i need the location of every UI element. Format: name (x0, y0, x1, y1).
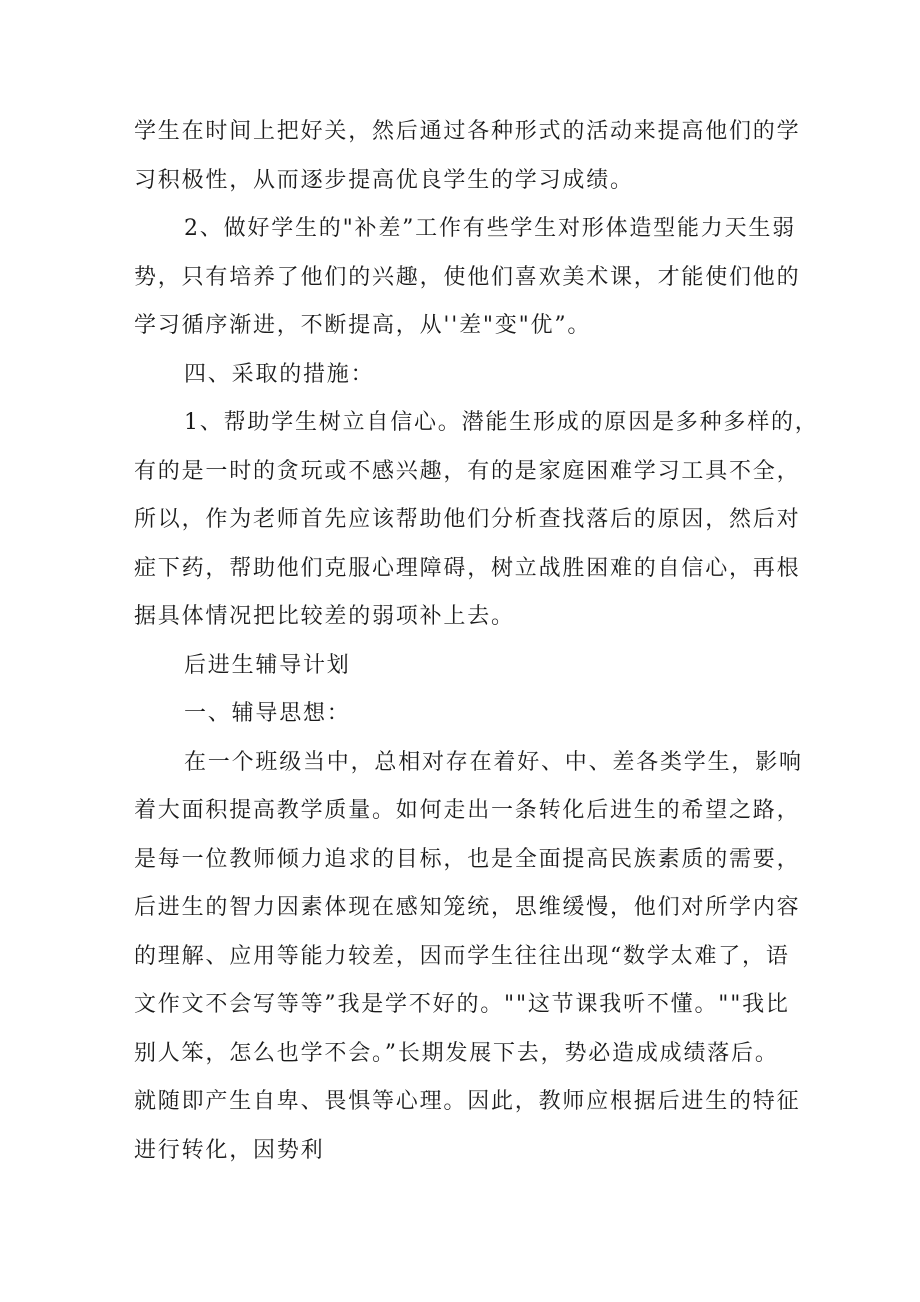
paragraph (134, 690, 804, 739)
text-line: 后进生的智力因素体现在感知笼统，思维缓慢，他们对所学内容 (134, 895, 801, 920)
paragraph (134, 399, 819, 642)
text-line: 习积极性，从而逐步提高优良学生的学习成绩。 (134, 167, 634, 193)
text-line: 学习循序渐进，不断提高，从''差"变"优”。 (134, 313, 592, 338)
text-line: 着大面积提高教学质量。如何走出一条转化后进生的希望之路， (134, 798, 801, 823)
text-line: 文作文不会写等等”我是学不好的。""这节课我听不懂。""我比 (134, 992, 790, 1017)
text-line: 是每一位教师倾力追求的目标，也是全面提高民族素质的需要， (134, 846, 801, 872)
paragraph (134, 108, 804, 205)
text-line: 症下药，帮助他们克服心理障碍，树立战胜困难的自信心，再根 (134, 555, 801, 581)
text-line: 在一个班级当中，总相对存在着好、中、差各类学生，影响 (184, 749, 803, 775)
text-line: 2、做好学生的"补差”工作有些学生对形体造型能力天生弱 (184, 216, 796, 241)
paragraph (134, 351, 804, 400)
text-line: 有的是一时的贪玩或不感兴趣，有的是家庭困难学习工具不全， (134, 458, 801, 484)
text-line: 一、辅导思想： (184, 701, 351, 726)
text-line: 后进生辅导计划 (184, 652, 351, 678)
text-line: 学生在时间上把好关，然后通过各种形式的活动来提高他们的学 (134, 119, 801, 144)
paragraph (134, 642, 804, 691)
text-line: 四、采取的措施： (184, 361, 375, 387)
text-line: 所以，作为老师首先应该帮助他们分析查找落后的原因，然后对 (134, 507, 801, 532)
text-line: 进行转化，因势利 (134, 1137, 325, 1163)
paragraph (134, 205, 804, 351)
document-body (134, 108, 819, 1175)
text-line: 据具体情况把比较差的弱项补上去。 (134, 604, 515, 629)
paragraph (134, 739, 804, 1176)
text-line: 1、帮助学生树立自信心。潜能生形成的原因是多种多样的， (184, 410, 819, 435)
text-line: 的理解、应用等能力较差，因而学生往往出现“数学太难了，语 (134, 943, 790, 969)
text-line: 别人笨，怎么也学不会。”长期发展下去，势必造成成绩落后。 (134, 1040, 779, 1066)
text-line: 就随即产生自卑、畏惧等心理。因此，教师应根据后进生的特征 (134, 1089, 801, 1114)
text-line: 势，只有培养了他们的兴趣，使他们喜欢美术课，才能使们他的 (134, 264, 801, 290)
